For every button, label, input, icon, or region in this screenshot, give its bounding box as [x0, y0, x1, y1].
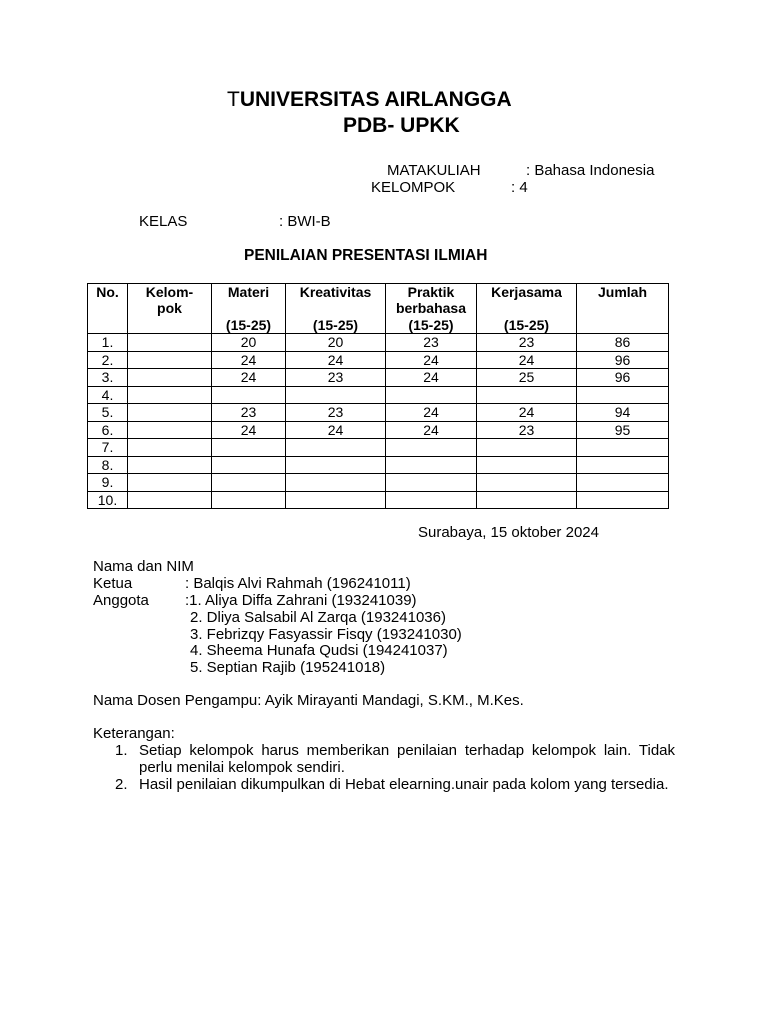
cell-no: 10. — [88, 491, 128, 509]
anggota-member: :1. Aliya Diffa Zahrani (193241039) — [185, 592, 417, 609]
cell-jumlah — [577, 491, 669, 509]
cell-kreativitas: 23 — [286, 404, 386, 422]
cell-praktik — [386, 439, 477, 457]
cell-no: 8. — [88, 456, 128, 474]
cell-jumlah — [577, 439, 669, 457]
cell-jumlah: 96 — [577, 351, 669, 369]
header-praktik-berbahasa: Praktik berbahasa (15-25) — [386, 284, 477, 334]
cell-kreativitas — [286, 386, 386, 404]
cell-kerjasama — [477, 474, 577, 492]
cell-materi: 20 — [212, 334, 286, 352]
dosen-line: Nama Dosen Pengampu: Ayik Mirayanti Mandagi, S.KM., M.Kes. — [93, 692, 524, 709]
cell-kelompok — [128, 491, 212, 509]
cell-praktik: 24 — [386, 421, 477, 439]
cell-praktik — [386, 386, 477, 404]
cell-no: 3. — [88, 369, 128, 387]
anggota-member: 3. Febrizqy Fasyassir Fisqy (193241030) — [190, 626, 462, 643]
cell-kelompok — [128, 456, 212, 474]
cell-kreativitas: 23 — [286, 369, 386, 387]
notes-heading: Keterangan: — [93, 725, 175, 742]
header-jumlah: Jumlah — [577, 284, 669, 334]
ketua-value: : Balqis Alvi Rahmah (196241011) — [185, 575, 411, 592]
cell-kerjasama — [477, 386, 577, 404]
cell-kreativitas — [286, 474, 386, 492]
cell-kerjasama — [477, 439, 577, 457]
cell-kelompok — [128, 351, 212, 369]
kelompok-value: : 4 — [511, 179, 528, 196]
cell-kelompok — [128, 421, 212, 439]
table-row — [88, 421, 669, 439]
notes-list — [93, 742, 675, 793]
cell-materi — [212, 474, 286, 492]
kelas-label: KELAS — [139, 213, 188, 230]
list-item: 1. Setiap kelompok harus memberikan penilaian terhadap kelompok lain. Tidak perlu menilai kelompok sendiri. — [115, 742, 675, 776]
anggota-member: 5. Septian Rajib (195241018) — [190, 659, 386, 676]
table-row — [88, 334, 669, 352]
cell-materi: 24 — [212, 351, 286, 369]
university-title: TUNIVERSITAS AIRLANGGA — [227, 88, 512, 111]
table-row — [88, 351, 669, 369]
list-item: 2. Hasil penilaian dikumpulkan di Hebat elearning.unair pada kolom yang tersedia. — [115, 776, 669, 793]
cell-kelompok — [128, 474, 212, 492]
table-row — [88, 491, 669, 509]
cell-praktik: 23 — [386, 334, 477, 352]
cell-kerjasama: 23 — [477, 334, 577, 352]
cell-no: 6. — [88, 421, 128, 439]
cell-no: 9. — [88, 474, 128, 492]
cell-jumlah: 95 — [577, 421, 669, 439]
cell-kelompok — [128, 439, 212, 457]
table-header-row — [88, 284, 669, 334]
table-row — [88, 404, 669, 422]
cell-kreativitas — [286, 491, 386, 509]
cell-jumlah — [577, 386, 669, 404]
cell-no: 7. — [88, 439, 128, 457]
cell-kerjasama: 24 — [477, 351, 577, 369]
cell-kreativitas — [286, 456, 386, 474]
matakuliah-label: MATAKULIAH — [387, 162, 481, 179]
cell-materi — [212, 439, 286, 457]
table-row — [88, 474, 669, 492]
cell-kerjasama: 25 — [477, 369, 577, 387]
cell-materi: 23 — [212, 404, 286, 422]
cell-praktik — [386, 456, 477, 474]
cell-kelompok — [128, 369, 212, 387]
cell-materi — [212, 456, 286, 474]
members-heading: Nama dan NIM — [93, 558, 194, 575]
cell-kelompok — [128, 386, 212, 404]
cell-jumlah: 96 — [577, 369, 669, 387]
cell-jumlah — [577, 456, 669, 474]
cell-jumlah — [577, 474, 669, 492]
table-row — [88, 439, 669, 457]
header-kreativitas: Kreativitas (15-25) — [286, 284, 386, 334]
cell-materi — [212, 386, 286, 404]
ketua-label: Ketua — [93, 575, 133, 592]
table-row — [88, 386, 669, 404]
header-kelompok: Kelom- pok — [128, 284, 212, 334]
cell-kerjasama — [477, 456, 577, 474]
unit-subtitle: PDB- UPKK — [343, 114, 460, 137]
cell-materi — [212, 491, 286, 509]
cell-materi: 24 — [212, 421, 286, 439]
cell-no: 4. — [88, 386, 128, 404]
kelas-value: : BWI-B — [279, 213, 331, 230]
header-kerjasama: Kerjasama (15-25) — [477, 284, 577, 334]
cell-kerjasama: 24 — [477, 404, 577, 422]
header-materi: Materi (15-25) — [212, 284, 286, 334]
cell-praktik: 24 — [386, 404, 477, 422]
header-no: No. — [88, 284, 128, 334]
cell-kreativitas — [286, 439, 386, 457]
table-row — [88, 456, 669, 474]
anggota-member: 4. Sheema Hunafa Qudsi (194241037) — [190, 642, 448, 659]
kelompok-label: KELOMPOK — [371, 179, 456, 196]
anggota-member: 2. Dliya Salsabil Al Zarqa (193241036) — [190, 609, 446, 626]
table-row — [88, 369, 669, 387]
section-title: PENILAIAN PRESENTASI ILMIAH — [244, 247, 488, 264]
cell-jumlah: 86 — [577, 334, 669, 352]
cell-praktik — [386, 474, 477, 492]
cell-no: 2. — [88, 351, 128, 369]
anggota-label: Anggota — [93, 592, 149, 609]
date-line: Surabaya, 15 oktober 2024 — [418, 524, 599, 541]
cell-kerjasama: 23 — [477, 421, 577, 439]
cell-materi: 24 — [212, 369, 286, 387]
cell-jumlah: 94 — [577, 404, 669, 422]
cell-kreativitas: 20 — [286, 334, 386, 352]
score-table — [87, 283, 669, 509]
cell-praktik: 24 — [386, 351, 477, 369]
cell-kreativitas: 24 — [286, 421, 386, 439]
cell-kreativitas: 24 — [286, 351, 386, 369]
cell-no: 5. — [88, 404, 128, 422]
cell-praktik — [386, 491, 477, 509]
cell-no: 1. — [88, 334, 128, 352]
cell-kelompok — [128, 404, 212, 422]
cell-kelompok — [128, 334, 212, 352]
cell-kerjasama — [477, 491, 577, 509]
cell-praktik: 24 — [386, 369, 477, 387]
matakuliah-value: : Bahasa Indonesia — [526, 162, 655, 179]
